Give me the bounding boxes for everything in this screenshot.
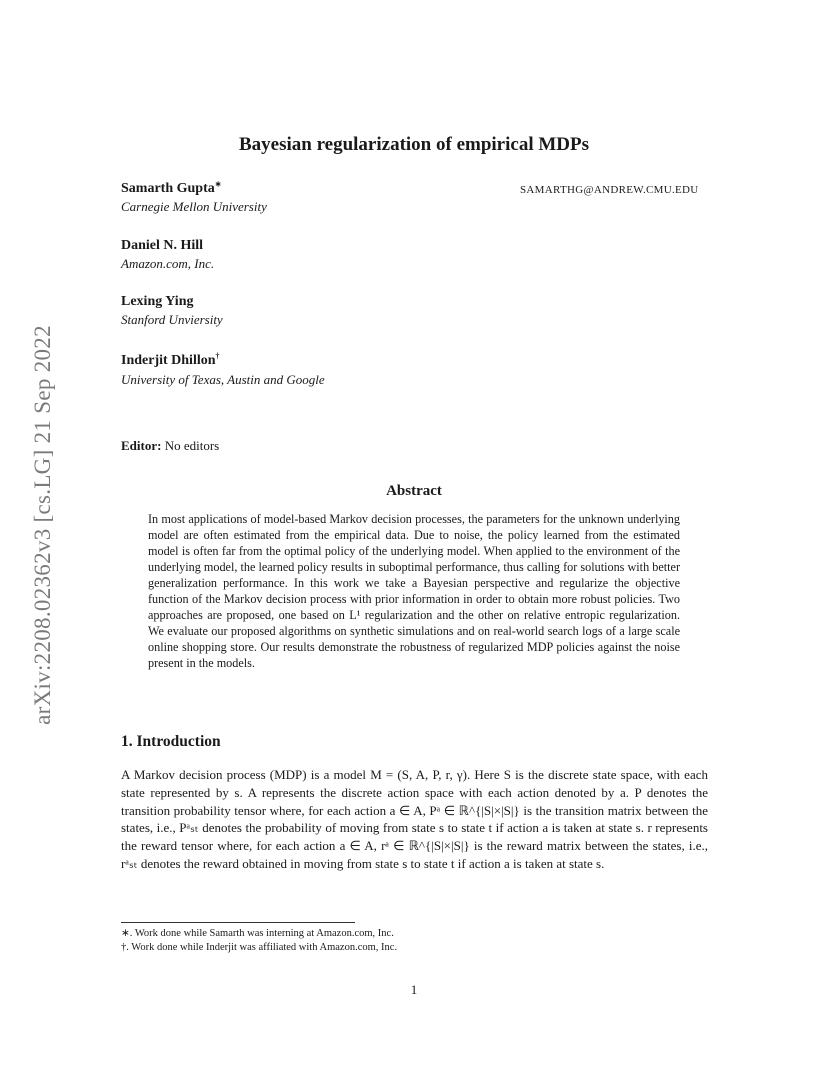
footnote-1: ∗. Work done while Samarth was interning at Amazon.com, Inc. (121, 928, 394, 939)
author-affiliation-3: Stanford Unviersity (121, 312, 223, 327)
editor-label: Editor: (121, 438, 162, 453)
footnote-rule (121, 922, 355, 923)
abstract-text: In most applications of model-based Markov decision processes, the parameters for the unknown underlying model are often estimated from the empirical data. Due to noise, the policy learned from the estimated model is often far from the optimal policy of the underlying model. When applied to the environment of the underlying model, the learned policy results in suboptimal performance, thus calling for solutions with better generalization performance. In this work we take a Bayesian perspective and regularize the objective function of the Markov decision process with prior information in order to obtain more robust policies. Two approaches are proposed, one based on L¹ regularization and the other on relative entropic regularization. We evaluate our proposed algorithms on synthetic simulations and on real-world search logs of a large scale online shopping store. Our results demonstrate the robustness of regularized MDP policies against the noise present in the models. (148, 512, 680, 670)
page-number: 1 (410, 982, 418, 997)
author-name-3: Lexing Ying (121, 294, 194, 309)
author-email-1: SAMARTHG@ANDREW.CMU.EDU (520, 184, 699, 196)
editor-value: No editors (164, 438, 220, 453)
abstract-heading: Abstract (386, 483, 442, 499)
paper-title: Bayesian regularization of empirical MDPs (238, 134, 590, 155)
introduction-paragraph: A Markov decision process (MDP) is a model M = (S, A, P, r, γ). Here S is the discrete state space, with each state represented by s. A represents the discrete action space with each action denoted by a. P denotes the transition probability tensor where, for each action a ∈ A, Pᵃ ∈ ℝ^{|S|×|S|} is the transition matrix between the states, i.e., Pᵃₛₜ denotes the probability of moving from state s to state t if action a is taken at state s. r represents the reward tensor where, for each action a ∈ A, rᵃ ∈ ℝ^{|S|×|S|} is the reward matrix between the states, i.e., rᵃₛₜ denotes the reward obtained in moving from state s to state t if action a is taken at state s. (121, 767, 708, 871)
arxiv-identifier-stamp: arXiv:2208.02362v3 [cs.LG] 21 Sep 2022 (30, 325, 55, 725)
section-heading-introduction: 1. Introduction (121, 733, 221, 750)
author-affiliation-1: Carnegie Mellon University (121, 199, 267, 214)
editor-line (121, 438, 219, 454)
author-name-1: Samarth Gupta∗ (121, 179, 222, 196)
author-affiliation-4: University of Texas, Austin and Google (121, 372, 325, 387)
author-affiliation-2: Amazon.com, Inc. (121, 256, 215, 271)
author-name-4: Inderjit Dhillon† (121, 351, 220, 368)
footnote-2: †. Work done while Inderjit was affiliated with Amazon.com, Inc. (121, 942, 398, 953)
author-name-2: Daniel N. Hill (121, 238, 204, 253)
